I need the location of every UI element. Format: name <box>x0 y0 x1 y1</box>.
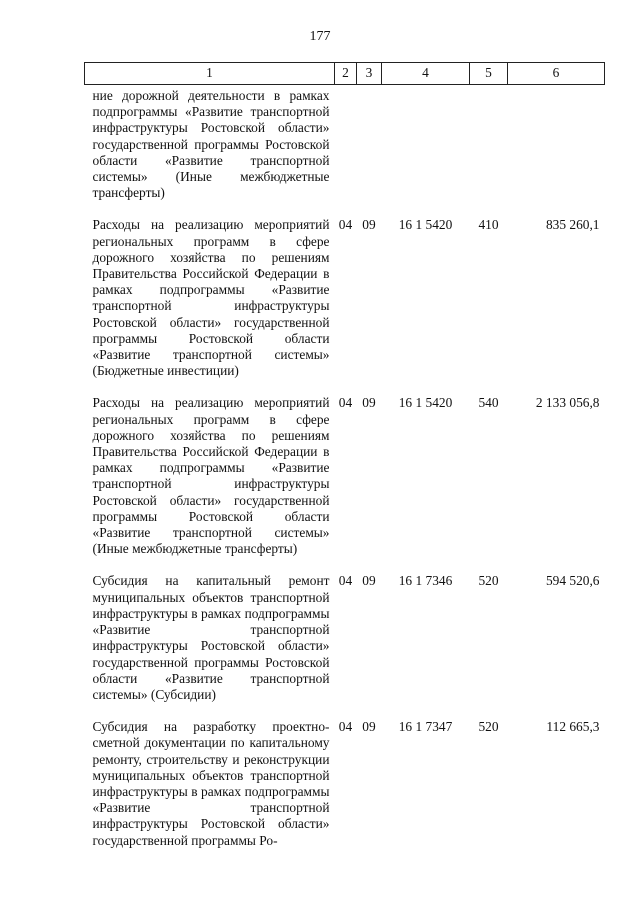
row-description: Субсидия на разработку проектно-сметной документации по капитальному ремонту, строительству и реконструкции муниципальных объектов транспортной инфраструктуры в рамках подпрограммы «Развитие транспортной инфраструктуры Ростовской области» государственной программы Ро- <box>92 719 330 848</box>
row-rz: 04 <box>338 573 353 589</box>
header-col-1: 1 <box>85 63 335 85</box>
row-vr <box>470 85 508 204</box>
row-description: ние дорожной деятельности в рамках подпрограммы «Развитие транспортной инфраструктуры Ростовской области» государственной программы Ростовской области «Развитие транспортной системы» (Иные межбюджетные трансферты) <box>92 88 330 201</box>
row-spacer <box>85 705 605 719</box>
row-spacer <box>85 559 605 573</box>
row-pr: 09 <box>362 719 376 735</box>
row-vr: 520 <box>478 573 499 589</box>
row-rz: 04 <box>338 217 353 233</box>
row-csr: 16 1 7346 <box>398 573 453 589</box>
table-row <box>85 573 605 705</box>
table-header-row <box>85 63 605 85</box>
row-description: Расходы на реализацию мероприятий региональных программ в сфере дорожного хозяйства по решениям Правительства Российской Федерации в рамках подпрограммы «Развитие транспортной инфраструктуры Ростовской области» государственной программы Ростовской области «Развитие транспортной системы» (Иные межбюджетные трансферты) <box>92 395 330 557</box>
row-csr: 16 1 7347 <box>398 719 453 735</box>
row-spacer <box>85 381 605 395</box>
row-description: Субсидия на капитальный ремонт муниципальных объектов транспортной инфраструктуры в рамках подпрограммы «Развитие транспортной инфраструктуры Ростовской области» государственной программы Ростовской области «Развитие транспортной системы» (Субсидии) <box>92 573 330 702</box>
row-amount: 594 520,6 <box>545 573 600 589</box>
table-row <box>85 217 605 381</box>
row-rz: 04 <box>338 395 353 411</box>
header-col-6: 6 <box>508 63 605 85</box>
row-rz: 04 <box>338 719 353 735</box>
header-col-4: 4 <box>382 63 470 85</box>
row-rz <box>335 85 357 204</box>
row-vr: 540 <box>478 395 499 411</box>
row-pr <box>357 85 382 204</box>
row-amount: 112 665,3 <box>546 719 600 735</box>
row-vr: 520 <box>478 719 499 735</box>
row-vr: 410 <box>478 217 499 233</box>
header-col-5: 5 <box>470 63 508 85</box>
row-csr <box>382 85 470 204</box>
row-amount: 2 133 056,8 <box>535 395 600 411</box>
row-csr: 16 1 5420 <box>398 217 453 233</box>
row-spacer <box>85 203 605 217</box>
table-row <box>85 395 605 559</box>
header-col-3: 3 <box>357 63 382 85</box>
row-pr: 09 <box>362 217 376 233</box>
row-csr: 16 1 5420 <box>398 395 453 411</box>
row-pr: 09 <box>362 395 376 411</box>
header-col-2: 2 <box>335 63 357 85</box>
row-pr: 09 <box>362 573 376 589</box>
table-row <box>85 719 605 851</box>
row-amount <box>508 85 605 204</box>
page-number: 177 <box>309 29 331 44</box>
table-row <box>85 85 605 204</box>
row-amount: 835 260,1 <box>545 217 600 233</box>
budget-table <box>84 62 605 851</box>
row-description: Расходы на реализацию мероприятий региональных программ в сфере дорожного хозяйства по решениям Правительства Российской Федерации в рамках подпрограммы «Развитие транспортной инфраструктуры Ростовской области» государственной программы Ростовской области «Развитие транспортной системы» (Бюджетные инвестиции) <box>92 217 330 379</box>
